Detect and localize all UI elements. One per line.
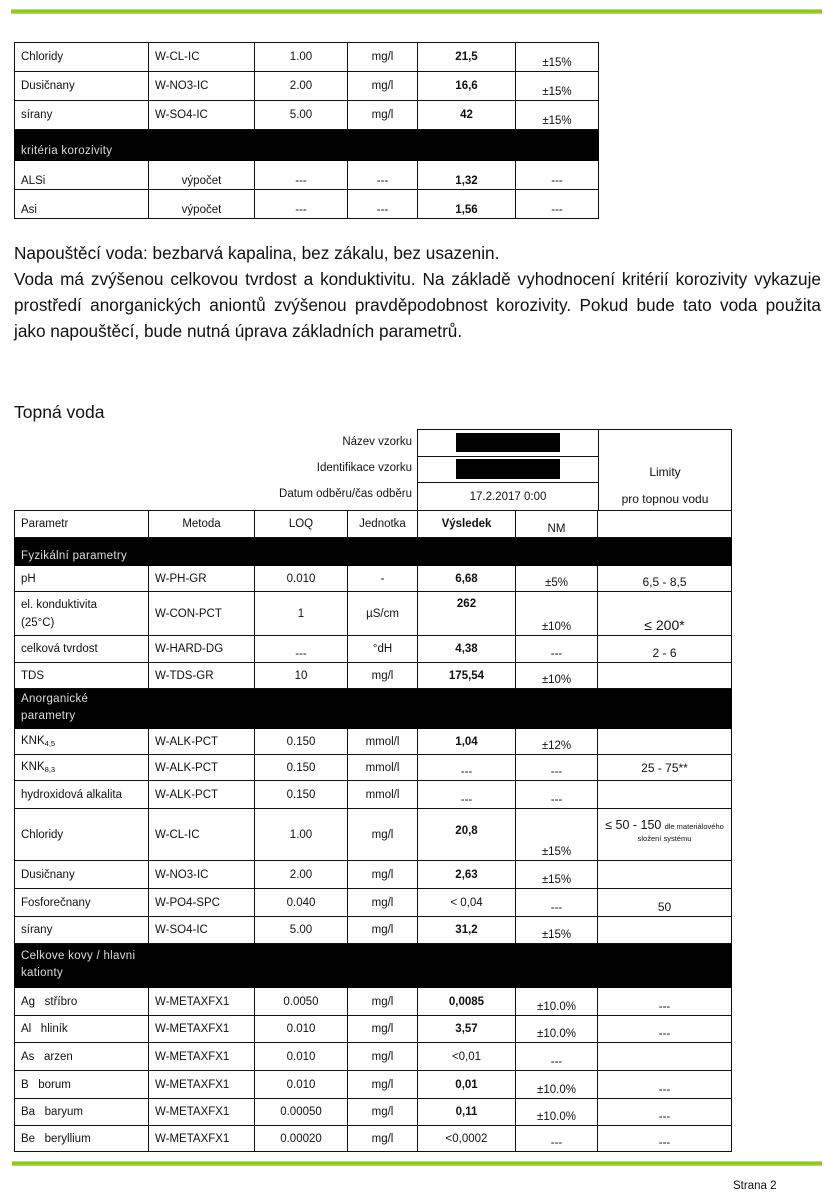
- table-row: [15, 809, 732, 861]
- top-green-rule: [11, 9, 822, 14]
- nm-cell: ---: [516, 781, 598, 809]
- unit-cell: mg/l: [348, 988, 418, 1016]
- param-subscript: 8,3: [44, 765, 56, 774]
- param-cell: celková tvrdost: [15, 636, 149, 663]
- param-cell: Dusičnany: [15, 861, 149, 889]
- method-cell: W-ALK-PCT: [149, 781, 255, 809]
- redacted-sample-name: [456, 433, 560, 452]
- nm-cell: ±10.0%: [516, 1099, 598, 1126]
- param-cell: sírany: [15, 101, 149, 130]
- limit-cell: [598, 1043, 732, 1071]
- method-cell: W-PH-GR: [149, 566, 255, 592]
- unit-cell: mg/l: [348, 917, 418, 944]
- loq-cell: ---: [255, 190, 348, 219]
- result-cell: 2,63: [418, 861, 516, 889]
- table-row: [15, 101, 599, 130]
- param-line: (25°C): [21, 616, 55, 629]
- param-cell: sírany: [15, 917, 149, 944]
- loq-cell: 0.00020: [255, 1126, 348, 1152]
- sample-date-value: 17.2.2017 0:00: [418, 483, 599, 511]
- nm-cell: ---: [516, 636, 598, 663]
- loq-cell: 0.040: [255, 889, 348, 917]
- method-cell: W-CON-PCT: [149, 592, 255, 636]
- table-row: [15, 755, 732, 781]
- table-row: [15, 190, 599, 219]
- table-row: [15, 592, 732, 636]
- nm-cell: ±15%: [516, 43, 599, 72]
- loq-cell: 0.010: [255, 1071, 348, 1099]
- limit-note: složení systému: [637, 834, 692, 843]
- sample-name-label: Název vzorku: [342, 436, 412, 448]
- nm-cell: ±15%: [516, 72, 599, 101]
- loq-cell: 1.00: [255, 43, 348, 72]
- result-cell: 262: [418, 592, 516, 636]
- method-cell: W-METAXFX1: [149, 1099, 255, 1126]
- section-header-row: [15, 538, 732, 566]
- method-cell: W-NO3-IC: [149, 72, 255, 101]
- result-cell: 175,54: [418, 663, 516, 689]
- method-cell: W-PO4-SPC: [149, 889, 255, 917]
- header-row: [15, 511, 732, 538]
- method-cell: W-METAXFX1: [149, 1043, 255, 1071]
- sample-date-label: Datum odběru/čas odběru: [279, 488, 412, 500]
- limit-cell: [598, 809, 732, 861]
- unit-cell: ---: [348, 161, 418, 190]
- header-unit: Jednotka: [348, 511, 418, 538]
- param-cell: pH: [15, 566, 149, 592]
- loq-cell: 0.0050: [255, 988, 348, 1016]
- param-line: el. konduktivita: [21, 598, 98, 611]
- unit-cell: mg/l: [348, 1099, 418, 1126]
- bottom-green-rule: [12, 1161, 822, 1166]
- table-row: [15, 889, 732, 917]
- limit-line: [600, 819, 729, 833]
- header-loq: LOQ: [255, 511, 348, 538]
- param-cell: [15, 592, 149, 636]
- table-row: [15, 1043, 732, 1071]
- limit-note: dle materiálového: [664, 822, 724, 831]
- param-text: KNK: [21, 761, 45, 773]
- limit-cell: 6,5 - 8,5: [598, 566, 732, 592]
- unit-cell: mg/l: [348, 72, 418, 101]
- method-cell: W-TDS-GR: [149, 663, 255, 689]
- method-cell: W-METAXFX1: [149, 1071, 255, 1099]
- nm-cell: ±10.0%: [516, 988, 598, 1016]
- param-cell: B borum: [15, 1071, 149, 1099]
- limit-cell: ---: [598, 1099, 732, 1126]
- limits-header: [599, 430, 732, 511]
- loq-cell: 0.150: [255, 781, 348, 809]
- unit-cell: mg/l: [348, 663, 418, 689]
- unit-cell: ---: [348, 190, 418, 219]
- result-cell: ---: [418, 755, 516, 781]
- param-cell: hydroxidová alkalita: [15, 781, 149, 809]
- nm-cell: ±10.0%: [516, 1071, 598, 1099]
- assessment-line-1: Napouštěcí voda: bezbarvá kapalina, bez zákalu, bez usazenin.: [14, 243, 500, 263]
- section-header: kritéria korozivity: [15, 130, 599, 161]
- water-fill-table: [14, 42, 599, 219]
- result-cell: 31,2: [418, 917, 516, 944]
- loq-cell: 0.150: [255, 729, 348, 755]
- header-method: Metoda: [149, 511, 255, 538]
- nm-cell: ---: [516, 190, 599, 219]
- table-row: [15, 566, 732, 592]
- param-cell: [15, 755, 149, 781]
- method-cell: W-METAXFX1: [149, 988, 255, 1016]
- loq-cell: ---: [255, 161, 348, 190]
- unit-cell: mg/l: [348, 1126, 418, 1152]
- param-cell: Fosforečnany: [15, 889, 149, 917]
- method-cell: W-CL-IC: [149, 809, 255, 861]
- result-cell: 4,38: [418, 636, 516, 663]
- nm-cell: ±15%: [516, 917, 598, 944]
- nm-cell: ---: [516, 755, 598, 781]
- result-cell: 0,0085: [418, 988, 516, 1016]
- param-cell: ALSi: [15, 161, 149, 190]
- nm-cell: ±10%: [516, 592, 598, 636]
- table-row: [15, 72, 599, 101]
- method-cell: W-SO4-IC: [149, 917, 255, 944]
- section-line: Anorganické: [21, 693, 89, 705]
- nm-cell: ±10%: [516, 663, 598, 689]
- unit-cell: mmol/l: [348, 781, 418, 809]
- page-number: Strana 2: [733, 1180, 777, 1192]
- loq-cell: 0.150: [255, 755, 348, 781]
- redacted-sample-id: [456, 459, 560, 479]
- table-row: [15, 636, 732, 663]
- method-cell: W-HARD-DG: [149, 636, 255, 663]
- method-cell: výpočet: [149, 161, 255, 190]
- limit-cell: [598, 917, 732, 944]
- method-cell: W-METAXFX1: [149, 1126, 255, 1152]
- param-cell: Al hliník: [15, 1016, 149, 1043]
- result-cell: 21,5: [418, 43, 516, 72]
- heating-water-table: [14, 510, 732, 1152]
- header-result: Výsledek: [418, 511, 516, 538]
- loq-cell: 1.00: [255, 809, 348, 861]
- param-cell: As arzen: [15, 1043, 149, 1071]
- result-cell: 0,11: [418, 1099, 516, 1126]
- result-cell: 20,8: [418, 809, 516, 861]
- limit-cell: ≤ 200*: [598, 592, 732, 636]
- loq-cell: 2.00: [255, 861, 348, 889]
- nm-cell: ±15%: [516, 861, 598, 889]
- result-cell: 16,6: [418, 72, 516, 101]
- result-cell: 1,56: [418, 190, 516, 219]
- section-header-phys: Fyzikální parametry: [15, 538, 732, 566]
- method-cell: W-ALK-PCT: [149, 755, 255, 781]
- method-cell: W-SO4-IC: [149, 101, 255, 130]
- table-row: [15, 1099, 732, 1126]
- limit-cell: [598, 861, 732, 889]
- limits-title: Limity: [649, 465, 681, 479]
- limit-value: ≤ 50 - 150: [605, 818, 662, 832]
- section-line: kationty: [21, 967, 64, 979]
- result-cell: ---: [418, 781, 516, 809]
- assessment-text: [14, 240, 821, 344]
- param-cell: Asi: [15, 190, 149, 219]
- section-title: Topná voda: [14, 402, 105, 422]
- section-header-row: [15, 944, 732, 988]
- method-cell: W-CL-IC: [149, 43, 255, 72]
- loq-cell: 10: [255, 663, 348, 689]
- assessment-line-2: Voda má zvýšenou celkovou tvrdost a konduktivitu. Na základě vyhodnocení kritérií korozivity vykazuje prostředí anorganických aniontů zvýšenou pravděpodobnost korozivity. Pokud bude tato voda použita jako napouštěcí, bude nutná úprava základních parametrů.: [14, 269, 821, 341]
- limits-subtitle: pro topnou vodu: [621, 492, 709, 506]
- section-line: parametry: [21, 710, 76, 722]
- sample-id-label: Identifikace vzorku: [316, 462, 412, 474]
- loq-cell: 2.00: [255, 72, 348, 101]
- limit-cell: ---: [598, 1016, 732, 1043]
- nm-cell: ---: [516, 161, 599, 190]
- result-cell: 6,68: [418, 566, 516, 592]
- loq-cell: 0.010: [255, 1043, 348, 1071]
- header-limit: [598, 511, 732, 538]
- limit-cell: [598, 663, 732, 689]
- nm-cell: ---: [516, 1043, 598, 1071]
- table-row: [15, 161, 599, 190]
- nm-cell: ±15%: [516, 809, 598, 861]
- unit-cell: mg/l: [348, 43, 418, 72]
- limit-cell: 50: [598, 889, 732, 917]
- param-cell: Chloridy: [15, 809, 149, 861]
- param-subscript: 4,5: [44, 739, 56, 748]
- unit-cell: mg/l: [348, 1043, 418, 1071]
- table-row: [15, 1016, 732, 1043]
- limit-cell: ---: [598, 1071, 732, 1099]
- table-row: [15, 988, 732, 1016]
- param-cell: TDS: [15, 663, 149, 689]
- param-cell: Dusičnany: [15, 72, 149, 101]
- param-text: KNK: [21, 735, 45, 747]
- table-row: [15, 917, 732, 944]
- table-row: [15, 861, 732, 889]
- section-line: Celkove kovy / hlavni: [21, 950, 136, 962]
- result-cell: <0,0002: [418, 1126, 516, 1152]
- unit-cell: mg/l: [348, 101, 418, 130]
- unit-cell: °dH: [348, 636, 418, 663]
- limit-cell: [598, 781, 732, 809]
- method-cell: W-METAXFX1: [149, 1016, 255, 1043]
- loq-cell: 5.00: [255, 917, 348, 944]
- nm-cell: ±10.0%: [516, 1016, 598, 1043]
- loq-cell: 0.010: [255, 566, 348, 592]
- nm-cell: ---: [516, 889, 598, 917]
- table-row: [15, 43, 599, 72]
- table-row: [15, 781, 732, 809]
- nm-cell: ±12%: [516, 729, 598, 755]
- unit-cell: mg/l: [348, 861, 418, 889]
- header-nm: NM: [516, 511, 598, 538]
- table-row: [15, 729, 732, 755]
- limit-cell: 25 - 75**: [598, 755, 732, 781]
- result-cell: 1,32: [418, 161, 516, 190]
- loq-cell: ---: [255, 636, 348, 663]
- unit-cell: mg/l: [348, 889, 418, 917]
- section-header-metals: [15, 944, 732, 988]
- loq-cell: 1: [255, 592, 348, 636]
- limit-cell: 2 - 6: [598, 636, 732, 663]
- param-cell: Ag stříbro: [15, 988, 149, 1016]
- unit-cell: mg/l: [348, 1016, 418, 1043]
- nm-cell: ±15%: [516, 101, 599, 130]
- limit-cell: ---: [598, 1126, 732, 1152]
- unit-cell: µS/cm: [348, 592, 418, 636]
- section-header-row: [15, 689, 732, 729]
- param-cell: Be beryllium: [15, 1126, 149, 1152]
- param-cell: Ba baryum: [15, 1099, 149, 1126]
- method-cell: W-NO3-IC: [149, 861, 255, 889]
- nm-cell: ---: [516, 1126, 598, 1152]
- result-cell: 0,01: [418, 1071, 516, 1099]
- table-row: [15, 1126, 732, 1152]
- table-row: [15, 1071, 732, 1099]
- section-header-row: [15, 130, 599, 161]
- unit-cell: mmol/l: [348, 755, 418, 781]
- loq-cell: 0.00050: [255, 1099, 348, 1126]
- unit-cell: -: [348, 566, 418, 592]
- section-header-inorg: [15, 689, 732, 729]
- result-cell: <0,01: [418, 1043, 516, 1071]
- result-cell: 1,04: [418, 729, 516, 755]
- result-cell: 3,57: [418, 1016, 516, 1043]
- limit-cell: [598, 729, 732, 755]
- method-cell: výpočet: [149, 190, 255, 219]
- param-cell: [15, 729, 149, 755]
- param-cell: Chloridy: [15, 43, 149, 72]
- loq-cell: 5.00: [255, 101, 348, 130]
- method-cell: W-ALK-PCT: [149, 729, 255, 755]
- result-cell: < 0,04: [418, 889, 516, 917]
- result-cell: 42: [418, 101, 516, 130]
- limit-cell: ---: [598, 988, 732, 1016]
- header-param: Parametr: [15, 511, 149, 538]
- unit-cell: mg/l: [348, 1071, 418, 1099]
- unit-cell: mg/l: [348, 809, 418, 861]
- unit-cell: mmol/l: [348, 729, 418, 755]
- nm-cell: ±5%: [516, 566, 598, 592]
- loq-cell: 0.010: [255, 1016, 348, 1043]
- table-row: [15, 663, 732, 689]
